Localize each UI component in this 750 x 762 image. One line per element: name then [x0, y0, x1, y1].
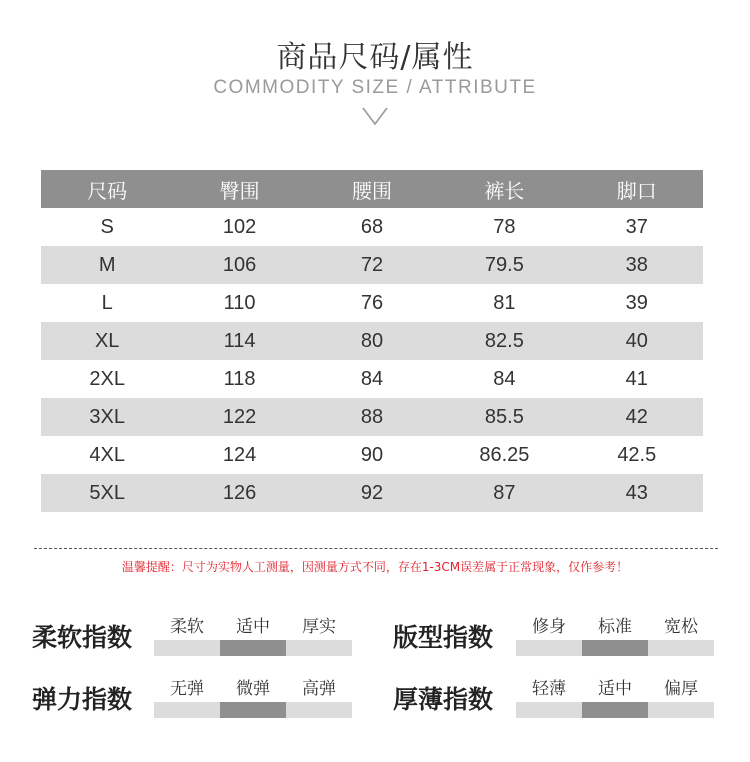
- scale-option: 偏厚: [664, 679, 698, 699]
- size-table-header-row: [41, 170, 703, 208]
- scale-indicator: [220, 640, 286, 656]
- cell-hem: 38: [571, 246, 703, 284]
- header-hip: 臀围: [173, 170, 305, 208]
- elasticity-scale: [154, 674, 352, 720]
- scale-option: 修身: [532, 617, 566, 637]
- elasticity-index-label: 弹力指数: [32, 685, 133, 714]
- cell-hem: 39: [625, 291, 648, 314]
- cell-hem: 41: [625, 367, 648, 390]
- cell-waist: 76: [360, 291, 384, 314]
- cell-size: M: [41, 246, 173, 284]
- cell-size: 4XL: [89, 443, 125, 466]
- measurement-notice: 温馨提醒：尺寸为实物人工测量，因测量方式不同，存在1-3CM误差属于正常现象，仅作参考！: [121, 560, 629, 574]
- scale-option: 高弹: [302, 679, 336, 699]
- table-row: [41, 208, 703, 246]
- cell-hem: 40: [571, 322, 703, 360]
- scale-option: 微弹: [236, 679, 270, 699]
- cell-hip: 102: [222, 215, 257, 238]
- scale-bar: [516, 702, 714, 718]
- scale-bar: [154, 702, 352, 718]
- cell-waist: 72: [306, 246, 438, 284]
- scale-bar: [154, 640, 352, 656]
- scale-bar: [516, 640, 714, 656]
- cell-hip: 114: [173, 322, 305, 360]
- scale-option: 适中: [236, 617, 270, 637]
- table-row: [41, 360, 703, 398]
- fit-scale: [516, 612, 714, 658]
- cell-hem: 42: [571, 398, 703, 436]
- scale-option: 标准: [598, 617, 632, 637]
- cell-waist: 68: [360, 215, 384, 238]
- cell-waist: 80: [306, 322, 438, 360]
- table-row: [41, 398, 703, 436]
- fit-index-label: 版型指数: [393, 623, 494, 652]
- thickness-index-label: 厚薄指数: [393, 685, 494, 714]
- cell-waist: 92: [306, 474, 438, 512]
- cell-length: 84: [493, 367, 516, 390]
- cell-size: S: [100, 215, 114, 238]
- scale-option: 无弹: [170, 679, 204, 699]
- cell-hem: 43: [571, 474, 703, 512]
- header-hem: 脚口: [571, 170, 703, 208]
- table-row: [41, 436, 703, 474]
- cell-hip: 110: [223, 291, 256, 314]
- cell-size: XL: [41, 322, 173, 360]
- cell-length: 81: [493, 291, 516, 314]
- cell-length: 87: [438, 474, 570, 512]
- header-waist: 腰围: [306, 170, 438, 208]
- header-length: 裤长: [438, 170, 570, 208]
- cell-size: L: [101, 291, 113, 314]
- cell-size: 5XL: [41, 474, 173, 512]
- table-row: [41, 246, 703, 284]
- scale-indicator: [220, 702, 286, 718]
- size-table: [41, 170, 703, 512]
- cell-hip: 124: [222, 443, 257, 466]
- page-subtitle: COMMODITY SIZE / ATTRIBUTE: [213, 77, 537, 98]
- cell-hip: 126: [173, 474, 305, 512]
- scale-option: 厚实: [302, 617, 336, 637]
- scale-indicator: [582, 702, 648, 718]
- scale-indicator: [582, 640, 648, 656]
- dashed-divider: [34, 548, 718, 549]
- scale-option: 轻薄: [532, 679, 566, 699]
- table-row: [41, 474, 703, 512]
- cell-length: 78: [493, 215, 516, 238]
- cell-size: 2XL: [89, 367, 125, 390]
- cell-waist: 88: [306, 398, 438, 436]
- cell-length: 86.25: [479, 443, 530, 466]
- table-row: [41, 284, 703, 322]
- cell-hip: 122: [173, 398, 305, 436]
- thickness-scale: [516, 674, 714, 720]
- cell-length: 82.5: [438, 322, 570, 360]
- cell-length: 85.5: [438, 398, 570, 436]
- cell-waist: 90: [360, 443, 384, 466]
- cell-hem: 37: [625, 215, 648, 238]
- scale-option: 适中: [598, 679, 632, 699]
- cell-hip: 118: [223, 367, 256, 390]
- softness-scale: [154, 612, 352, 658]
- header-size: 尺码: [41, 170, 173, 208]
- cell-hem: 42.5: [617, 443, 657, 466]
- cell-waist: 84: [360, 367, 384, 390]
- table-row: [41, 322, 703, 360]
- softness-index-label: 柔软指数: [32, 623, 133, 652]
- scale-option: 柔软: [170, 617, 204, 637]
- scale-option: 宽松: [664, 617, 698, 637]
- cell-size: 3XL: [41, 398, 173, 436]
- cell-hip: 106: [173, 246, 305, 284]
- cell-length: 79.5: [438, 246, 570, 284]
- page-title: 商品尺码/属性: [276, 40, 474, 75]
- chevron-down-icon: [362, 106, 388, 126]
